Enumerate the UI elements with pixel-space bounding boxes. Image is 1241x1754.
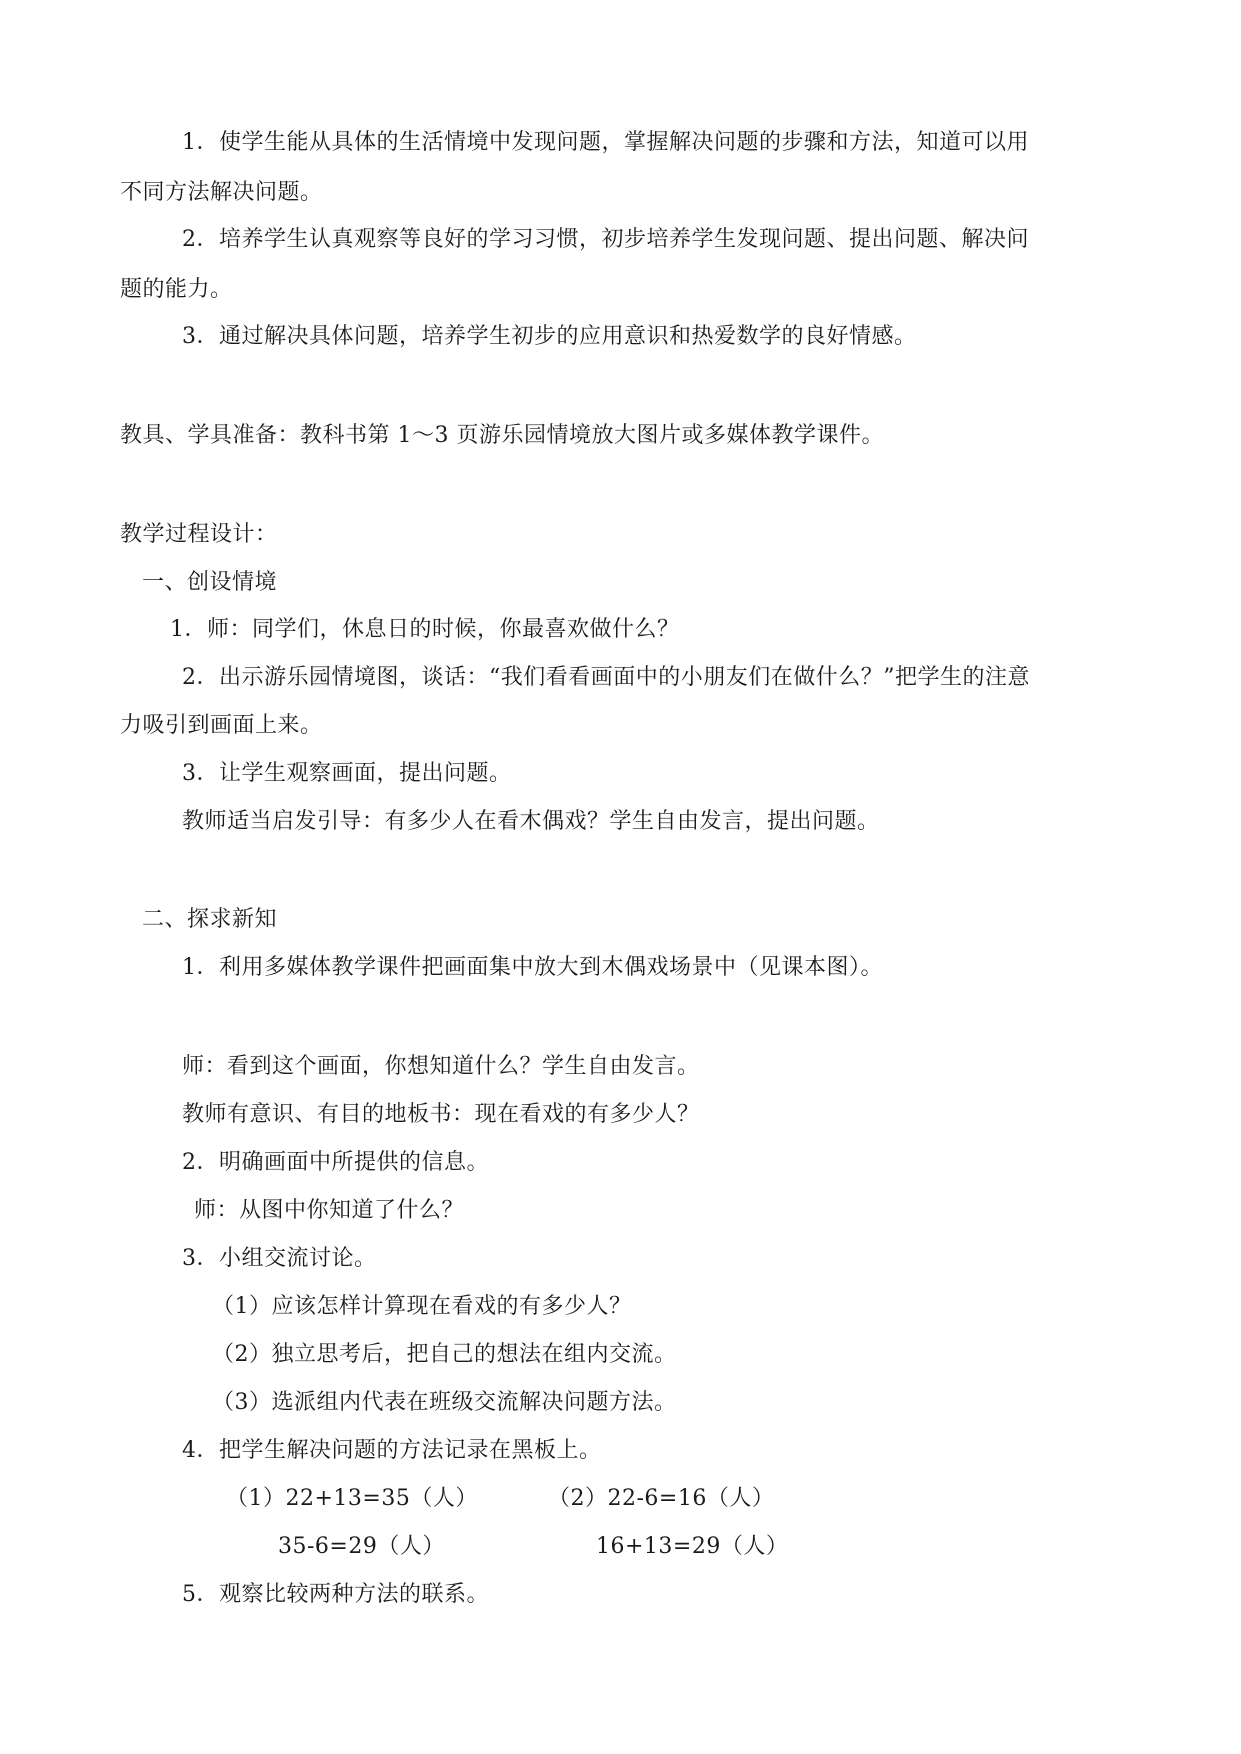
section1-heading: 一、创设情境 xyxy=(142,570,278,595)
section2-line-6: 3．小组交流讨论。 xyxy=(182,1246,377,1271)
discussion-item-1: （1）应该怎样计算现在看戏的有多少人？ xyxy=(212,1294,632,1319)
section2-line-3: 教师有意识、有目的地板书：现在看戏的有多少人？ xyxy=(182,1102,700,1127)
section2-line-4: 2．明确画面中所提供的信息。 xyxy=(182,1150,489,1175)
section1-line-1: 1．师：同学们，休息日的时候，你最喜欢做什么？ xyxy=(170,617,680,642)
process-title: 教学过程设计： xyxy=(120,522,278,547)
section1-line-2: 2．出示游乐园情境图，谈话：“我们看看画面中的小朋友们在做什么？”把学生的注意 xyxy=(182,665,1030,690)
section1-line-4: 教师适当启发引导：有多少人在看木偶戏？学生自由发言，提出问题。 xyxy=(182,809,880,834)
goal-line-2: 2．培养学生认真观察等良好的学习习惯，初步培养学生发现问题、提出问题、解决问 xyxy=(182,227,1029,252)
discussion-item-3: （3）选派组内代表在班级交流解决问题方法。 xyxy=(212,1390,677,1415)
method1-step1: （1）22+13=35（人） xyxy=(226,1486,478,1511)
section2-line-2: 师：看到这个画面，你想知道什么？学生自由发言。 xyxy=(182,1054,700,1079)
goal-line-3: 3．通过解决具体问题，培养学生初步的应用意识和热爱数学的良好情感。 xyxy=(182,324,917,349)
method2-step1: （2）22-6=16（人） xyxy=(548,1486,775,1511)
section2-line-1: 1．利用多媒体教学课件把画面集中放大到木偶戏场景中（见课本图）。 xyxy=(182,955,883,980)
section2-line-5: 师：从图中你知道了什么？ xyxy=(194,1198,465,1223)
section2-line-10: 4．把学生解决问题的方法记录在黑板上。 xyxy=(182,1438,602,1463)
section1-line-3: 3．让学生观察画面，提出问题。 xyxy=(182,761,512,786)
materials-line: 教具、学具准备：教科书第 1～3 页游乐园情境放大图片或多媒体教学课件。 xyxy=(120,423,884,448)
section1-line-2-cont: 力吸引到画面上来。 xyxy=(120,713,323,738)
section2-heading: 二、探求新知 xyxy=(142,907,278,932)
method2-step2: 16+13=29（人） xyxy=(596,1534,789,1559)
method1-step2: 35-6=29（人） xyxy=(278,1534,445,1559)
section2-last-line: 5．观察比较两种方法的联系。 xyxy=(182,1582,489,1607)
goal-line-2-cont: 题的能力。 xyxy=(120,277,233,302)
goal-line-1-cont: 不同方法解决问题。 xyxy=(120,180,323,205)
discussion-item-2: （2）独立思考后，把自己的想法在组内交流。 xyxy=(212,1342,677,1367)
goal-line-1: 1．使学生能从具体的生活情境中发现问题，掌握解决问题的步骤和方法，知道可以用 xyxy=(182,130,1029,155)
